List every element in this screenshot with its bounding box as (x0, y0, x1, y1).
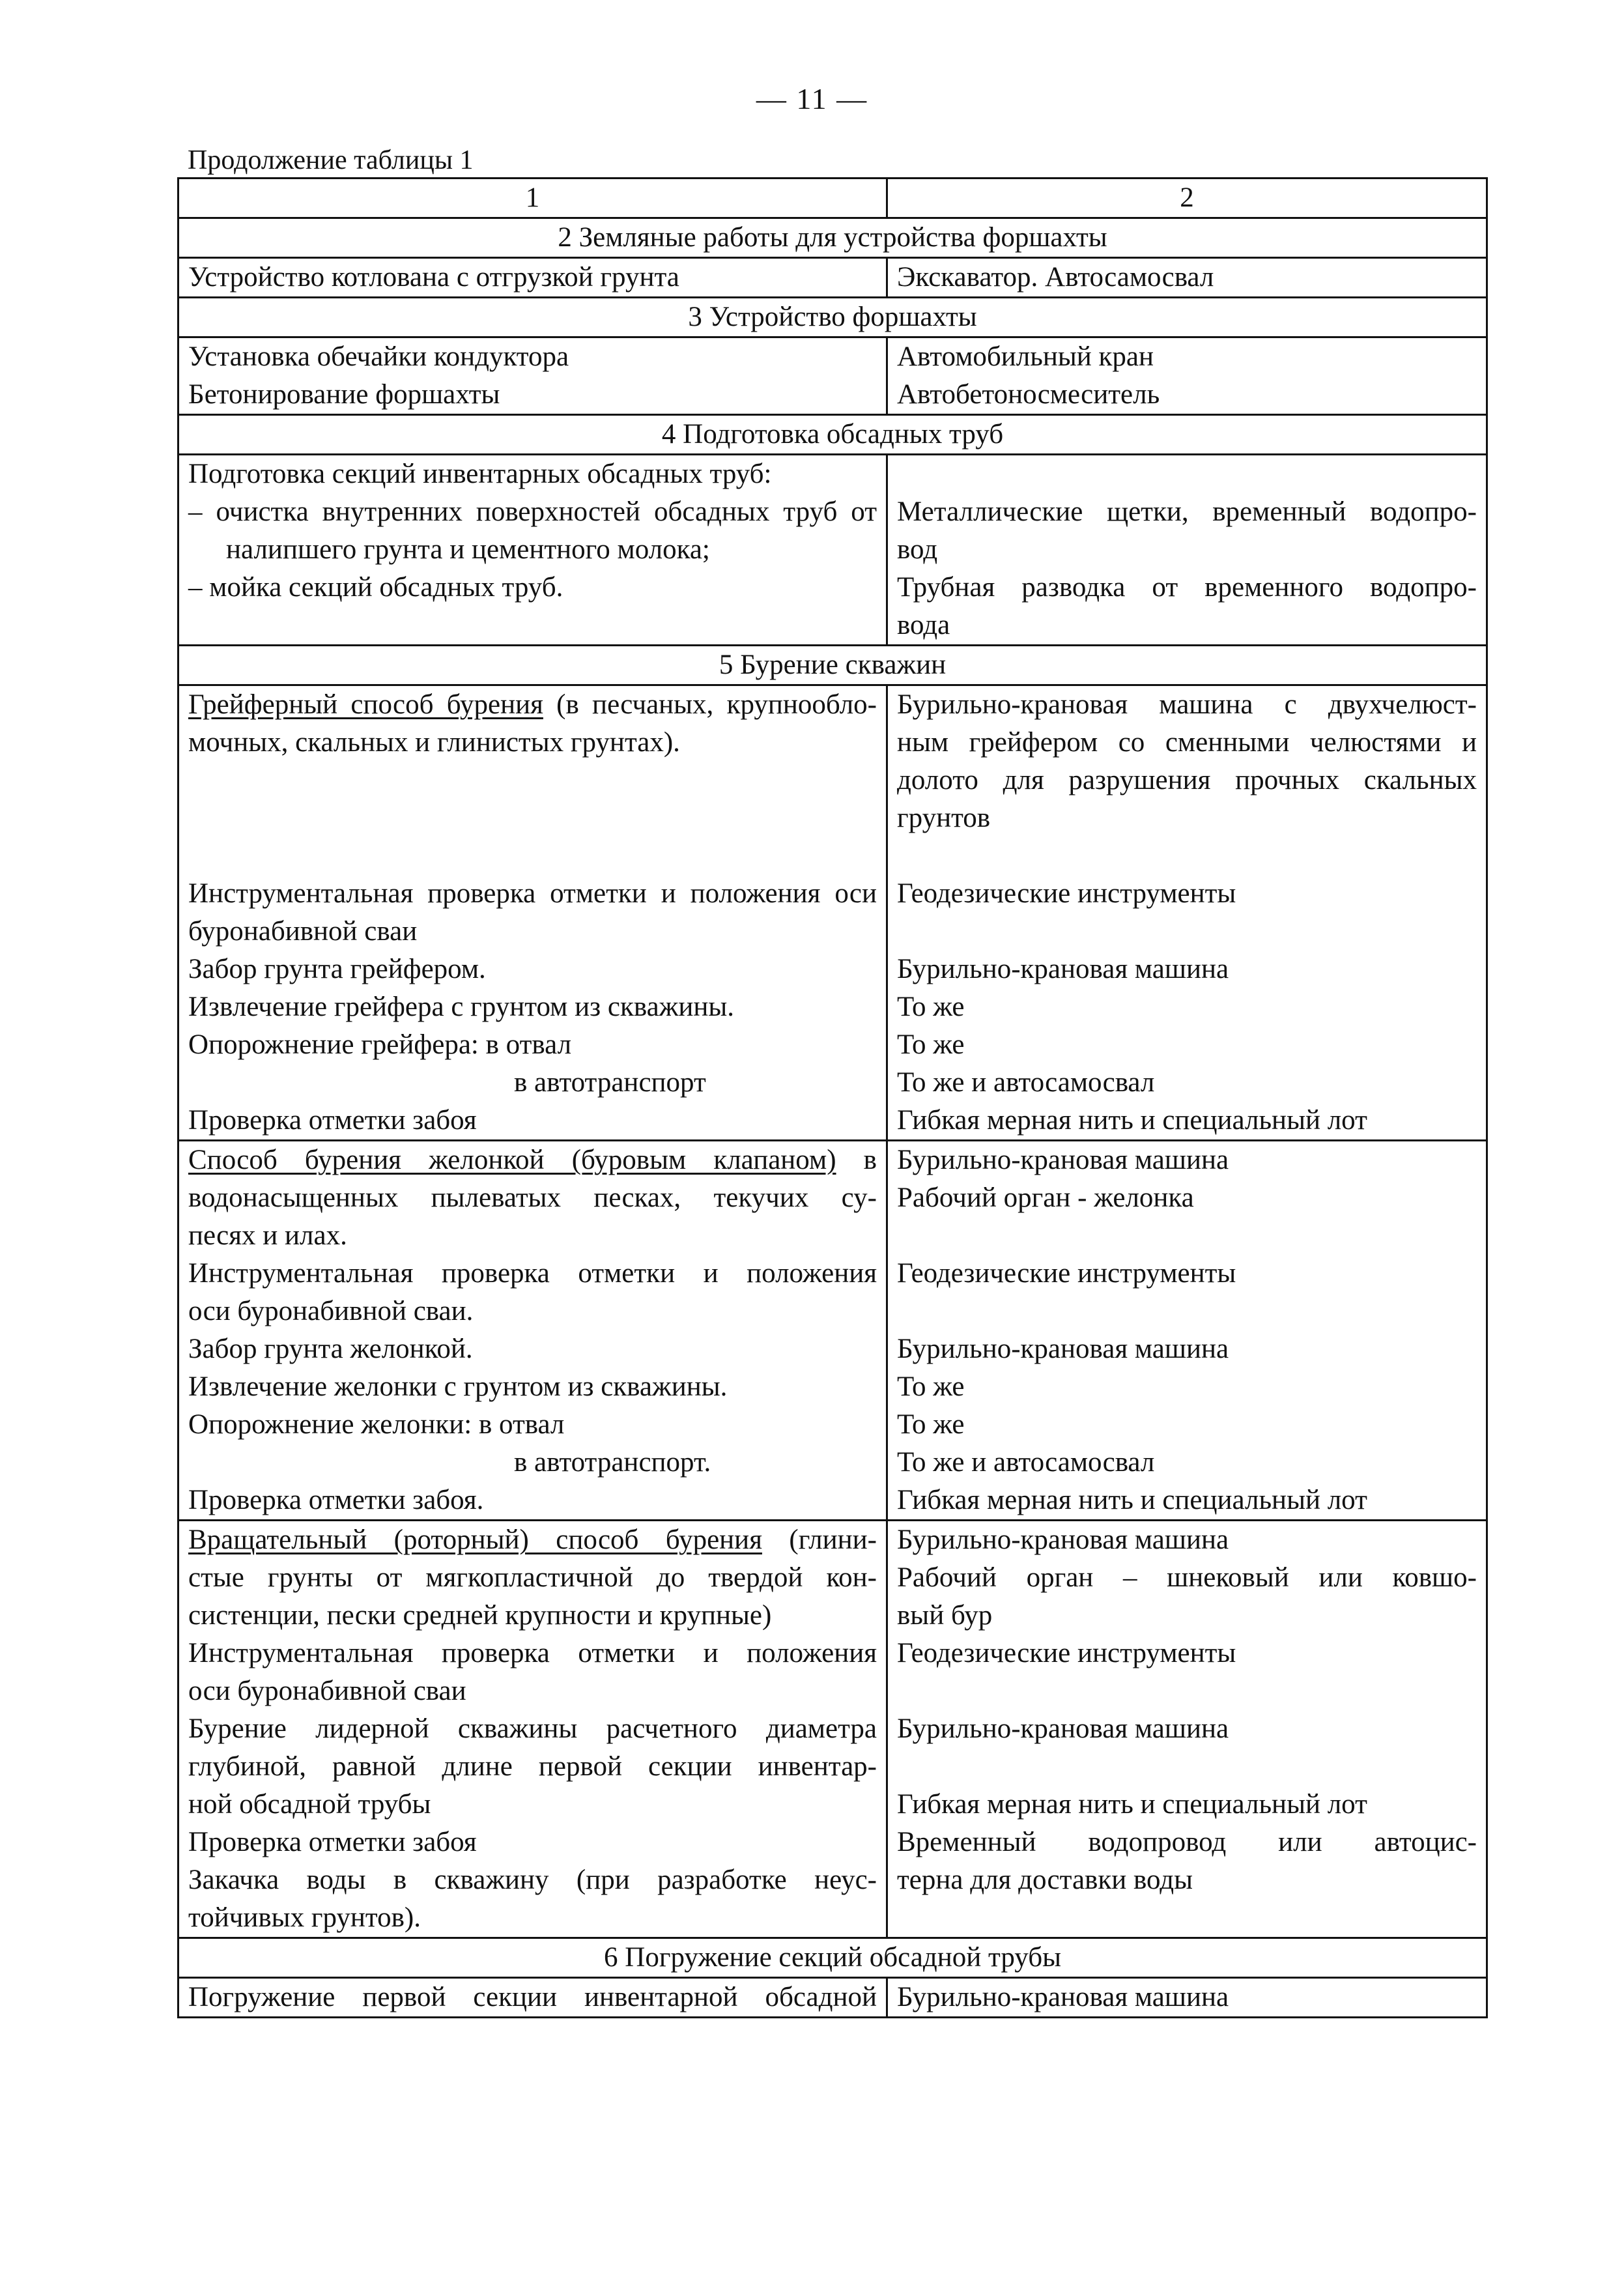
cell-line: Бурильно-крановая машина (897, 1713, 1229, 1744)
blank-line (897, 837, 1477, 875)
table-row (178, 685, 1487, 1141)
cell-line: То же (897, 1029, 965, 1060)
column-header-2: 2 (887, 179, 1487, 218)
operation-cell (178, 685, 887, 1141)
cell-line: То же (897, 992, 965, 1022)
section-2-title: 2 Земляные работы для устройства форшахты (178, 218, 1487, 258)
cell-line: оси буронабивной сваи (188, 1676, 466, 1706)
cell-line: ным грейфером со сменными челюстями и (897, 727, 1477, 758)
cell-line: Бурение лидерной скважины расчетного диаметра (188, 1713, 877, 1744)
cell-line: – мойка секций обсадных труб. (188, 572, 563, 603)
cell-line: Бурильно-крановая машина (897, 1982, 1229, 2012)
cell-line: глубиной, равной длине первой секции инвентар- (188, 1751, 877, 1782)
cell-line: систенции, пески средней крупности и крупные) (188, 1600, 772, 1631)
cell-line: Бурильно-крановая машина (897, 1334, 1229, 1364)
header-row (178, 179, 1487, 218)
cell-line: грунтов (897, 803, 991, 833)
blank-line (897, 1748, 1477, 1786)
cell-line (188, 686, 877, 724)
cell-line: терна для доставки воды (897, 1865, 1193, 1895)
blank-line (188, 799, 877, 837)
method-note: (в песчаных, крупнообло- (543, 689, 877, 720)
method-title: Грейферный способ бурения (188, 689, 543, 720)
cell-line: Геодезические инструменты (897, 1258, 1236, 1289)
cell-line: Извлечение желонки с грунтом из скважины. (188, 1371, 728, 1402)
method-title: Вращательный (роторный) способ бурения (188, 1524, 762, 1555)
column-header-1: 1 (178, 179, 887, 218)
equipment-cell (887, 337, 1487, 415)
section-6-title: 6 Погружение секций обсадной трубы (178, 1938, 1487, 1978)
page-number: — 11 — (756, 82, 868, 115)
cell-line: стые грунты от мягкопластичной до твердой кон- (188, 1562, 877, 1593)
section-row (178, 1938, 1487, 1978)
cell-line: вод (897, 534, 938, 565)
cell-line: вода (897, 610, 950, 640)
cell-line: Бурильно-крановая машина (897, 1145, 1229, 1175)
equipment-cell (887, 1521, 1487, 1938)
cell-line: буронабивной сваи (188, 916, 418, 947)
cell-line: То же и автосамосвал (897, 1447, 1155, 1478)
cell-line: Бетонирование форшахты (188, 379, 500, 410)
table-row (178, 1521, 1487, 1938)
cell-line (188, 1521, 877, 1559)
cell-line: То же (897, 1371, 965, 1402)
section-5-title: 5 Бурение скважин (178, 646, 1487, 685)
cell-line: Рабочий орган - желонка (897, 1182, 1194, 1213)
blank-line (188, 837, 877, 875)
table-caption: Продолжение таблицы 1 (188, 145, 474, 175)
blank-line (188, 762, 877, 799)
blank-line (897, 1293, 1477, 1330)
cell-line: Подготовка секций инвентарных обсадных труб: (188, 459, 772, 489)
operation-cell (178, 1978, 887, 2018)
cell-line: – очистка внутренних поверхностей обсадных труб от (188, 496, 877, 527)
cell-line: Установка обечайки кондуктора (188, 341, 569, 372)
section-3-title: 3 Устройство форшахты (178, 298, 1487, 337)
cell-line: Трубная разводка от временного водопро- (897, 572, 1477, 603)
cell-line: налипшего грунта и цементного молока; (226, 534, 710, 565)
cell-line: мочных, скальных и глинистых грунтах). (188, 727, 680, 758)
cell-line: Геодезические инструменты (897, 878, 1236, 909)
section-row (178, 415, 1487, 455)
cell-line: долото для разрушения прочных скальных (897, 765, 1477, 795)
cell-line: Проверка отметки забоя (188, 1105, 477, 1136)
operation-cell (178, 337, 887, 415)
cell-line: Устройство котлована с отгрузкой грунта (188, 262, 679, 293)
blank-line (897, 1217, 1477, 1255)
section-row (178, 218, 1487, 258)
blank-line (897, 455, 1477, 493)
cell-line: Гибкая мерная нить и специальный лот (897, 1105, 1367, 1136)
table-row (178, 455, 1487, 646)
cell-line: Геодезические инструменты (897, 1638, 1236, 1668)
equipment-cell (887, 685, 1487, 1141)
section-row (178, 646, 1487, 685)
blank-line (897, 913, 1477, 951)
cell-line: Погружение первой секции инвентарной обсадной (188, 1982, 877, 2012)
cell-line: тойчивых грунтов). (188, 1902, 421, 1933)
cell-line: То же (897, 1409, 965, 1440)
method-note: (глини- (762, 1524, 877, 1555)
cell-line: Проверка отметки забоя. (188, 1485, 484, 1515)
section-4-title: 4 Подготовка обсадных труб (178, 415, 1487, 455)
cell-line: Бурильно-крановая машина с двухчелюст- (897, 689, 1477, 720)
blank-line (897, 1672, 1477, 1710)
continuation-table (177, 177, 1488, 2018)
cell-line: Автобетоносмеситель (897, 379, 1160, 410)
table-row (178, 1141, 1487, 1521)
cell-line: Гибкая мерная нить и специальный лот (897, 1789, 1367, 1820)
equipment-cell (887, 1978, 1487, 2018)
cell-line: Опорожнение грейфера: в отвал (188, 1029, 572, 1060)
cell-line (188, 1141, 877, 1179)
method-note: в (836, 1145, 877, 1175)
table-row (178, 337, 1487, 415)
cell-line: Инструментальная проверка отметки и положения (188, 1638, 877, 1668)
cell-line: Автомобильный кран (897, 341, 1154, 372)
cell-line: Закачка воды в скважину (при разработке неус- (188, 1865, 877, 1895)
cell-line: Бурильно-крановая машина (897, 1524, 1229, 1555)
cell-line: Забор грунта грейфером. (188, 954, 486, 984)
operation-cell (178, 455, 887, 646)
cell-line: То же и автосамосвал (897, 1067, 1155, 1098)
cell-line: Бурильно-крановая машина (897, 954, 1229, 984)
cell-line: Забор грунта желонкой. (188, 1334, 473, 1364)
cell-line: ной обсадной трубы (188, 1789, 431, 1820)
cell-line: песях и илах. (188, 1220, 347, 1251)
equipment-cell (887, 455, 1487, 646)
operation-cell (178, 1521, 887, 1938)
operation-cell (178, 1141, 887, 1521)
cell-line: Инструментальная проверка отметки и положения (188, 1258, 877, 1289)
cell-line: Инструментальная проверка отметки и положения оси (188, 878, 877, 909)
cell-line: в автотранспорт (514, 1067, 706, 1098)
table-row (178, 258, 1487, 298)
table-row (178, 1978, 1487, 2018)
equipment-cell (887, 1141, 1487, 1521)
cell-line: вый бур (897, 1600, 993, 1631)
equipment-cell (887, 258, 1487, 298)
cell-line: Гибкая мерная нить и специальный лот (897, 1485, 1367, 1515)
cell-line: оси буронабивной сваи. (188, 1296, 474, 1326)
cell-line: в автотранспорт. (514, 1447, 711, 1478)
cell-line: Опорожнение желонки: в отвал (188, 1409, 565, 1440)
section-row (178, 298, 1487, 337)
cell-line: Экскаватор. Автосамосвал (897, 262, 1214, 293)
cell-line: Извлечение грейфера с грунтом из скважины. (188, 992, 735, 1022)
cell-line: водонасыщенных пылеватых песках, текучих су- (188, 1182, 877, 1213)
method-title: Способ бурения желонкой (буровым клапаном) (188, 1145, 836, 1175)
cell-line: Проверка отметки забоя (188, 1827, 477, 1857)
cell-line: Металлические щетки, временный водопро- (897, 496, 1477, 527)
cell-line: Временный водопровод или автоцис- (897, 1827, 1477, 1857)
operation-cell (178, 258, 887, 298)
cell-line: Рабочий орган – шнековый или ковшо- (897, 1562, 1477, 1593)
